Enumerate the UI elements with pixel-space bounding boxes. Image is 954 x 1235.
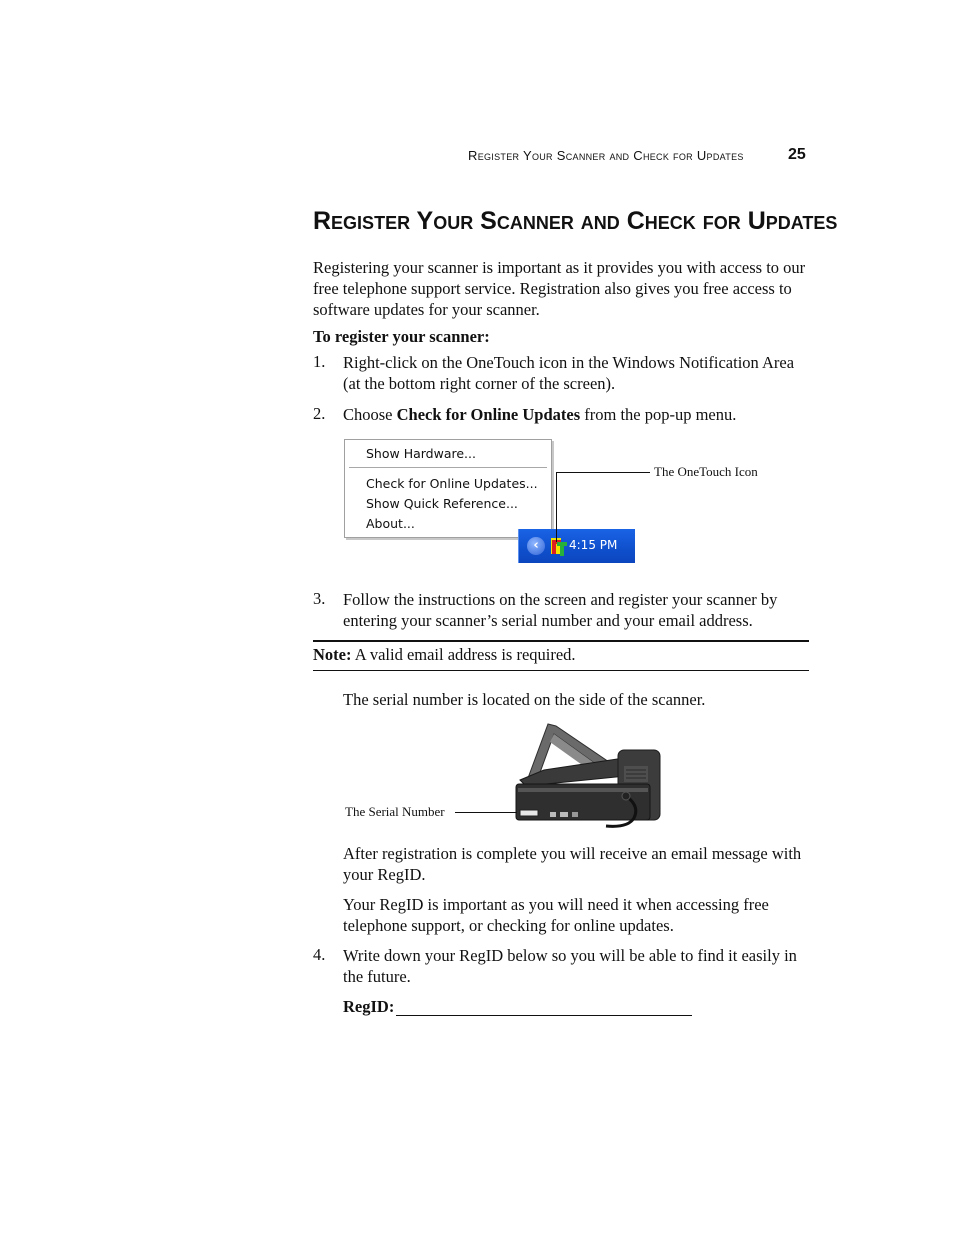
- serial-location-text: The serial number is located on the side of the scanner.: [343, 690, 706, 709]
- callout-line-vertical: [556, 472, 557, 542]
- after-registration-text: After registration is complete you will receive an email message with your RegID.: [343, 844, 802, 884]
- menu-item-show-hardware[interactable]: Show Hardware...: [366, 446, 476, 461]
- serial-number-callout: The Serial Number: [345, 804, 445, 819]
- step-2-number: 2.: [313, 404, 326, 423]
- step-2-bold: Check for Online Updates: [396, 405, 581, 424]
- step-2-post: from the pop-up menu.: [580, 405, 737, 424]
- regid-label: RegID:: [343, 997, 395, 1016]
- note-text: A valid email address is required.: [351, 645, 576, 664]
- section-title: Register Your Scanner and Check for Updates: [313, 207, 838, 235]
- scanner-photo: [514, 722, 664, 828]
- show-hidden-icons-button[interactable]: ‹: [527, 537, 545, 555]
- intro-paragraph: Registering your scanner is important as it provides you with access to our free telephone support service. Registration also gives you free access to software updates for your scanner.: [313, 258, 806, 319]
- menu-item-about[interactable]: About...: [366, 516, 415, 531]
- step-3-number: 3.: [313, 589, 326, 608]
- menu-separator: [349, 467, 547, 469]
- taskbar-clock: 4:15 PM: [569, 538, 618, 552]
- note-rule-bottom: [313, 670, 809, 671]
- note-rule-top: [313, 640, 809, 642]
- page-number: 25: [788, 146, 806, 163]
- step-2-pre: Choose: [343, 405, 397, 424]
- step-1-text: Right-click on the OneTouch icon in the Windows Notification Area (at the bottom right corner of the screen).: [343, 353, 795, 393]
- procedure-heading: To register your scanner:: [313, 327, 490, 346]
- callout-line-horizontal: [556, 472, 650, 473]
- step-4-text: Write down your RegID below so you will be able to find it easily in the future.: [343, 946, 797, 986]
- note: [313, 645, 576, 665]
- step-3-text: Follow the instructions on the screen and register your scanner by entering your scanner’s serial number and your email address.: [343, 590, 778, 630]
- onetouch-icon[interactable]: [550, 535, 568, 557]
- note-label: Note:: [313, 645, 352, 664]
- notification-area: [518, 529, 635, 563]
- running-header: Register Your Scanner and Check for Updates: [468, 148, 744, 163]
- step-2-text: [343, 404, 809, 425]
- popup-menu: [344, 439, 552, 538]
- step-1-number: 1.: [313, 352, 326, 371]
- step-4-number: 4.: [313, 945, 326, 964]
- onetouch-icon-callout: The OneTouch Icon: [654, 464, 758, 479]
- menu-item-quick-reference[interactable]: Show Quick Reference...: [366, 496, 518, 511]
- menu-item-check-updates[interactable]: Check for Online Updates...: [366, 476, 538, 491]
- regid-importance-text: Your RegID is important as you will need it when accessing free telephone support, or checking for online updates.: [343, 895, 769, 935]
- serial-callout-line: [455, 812, 517, 813]
- regid-write-in-line: [396, 1015, 692, 1016]
